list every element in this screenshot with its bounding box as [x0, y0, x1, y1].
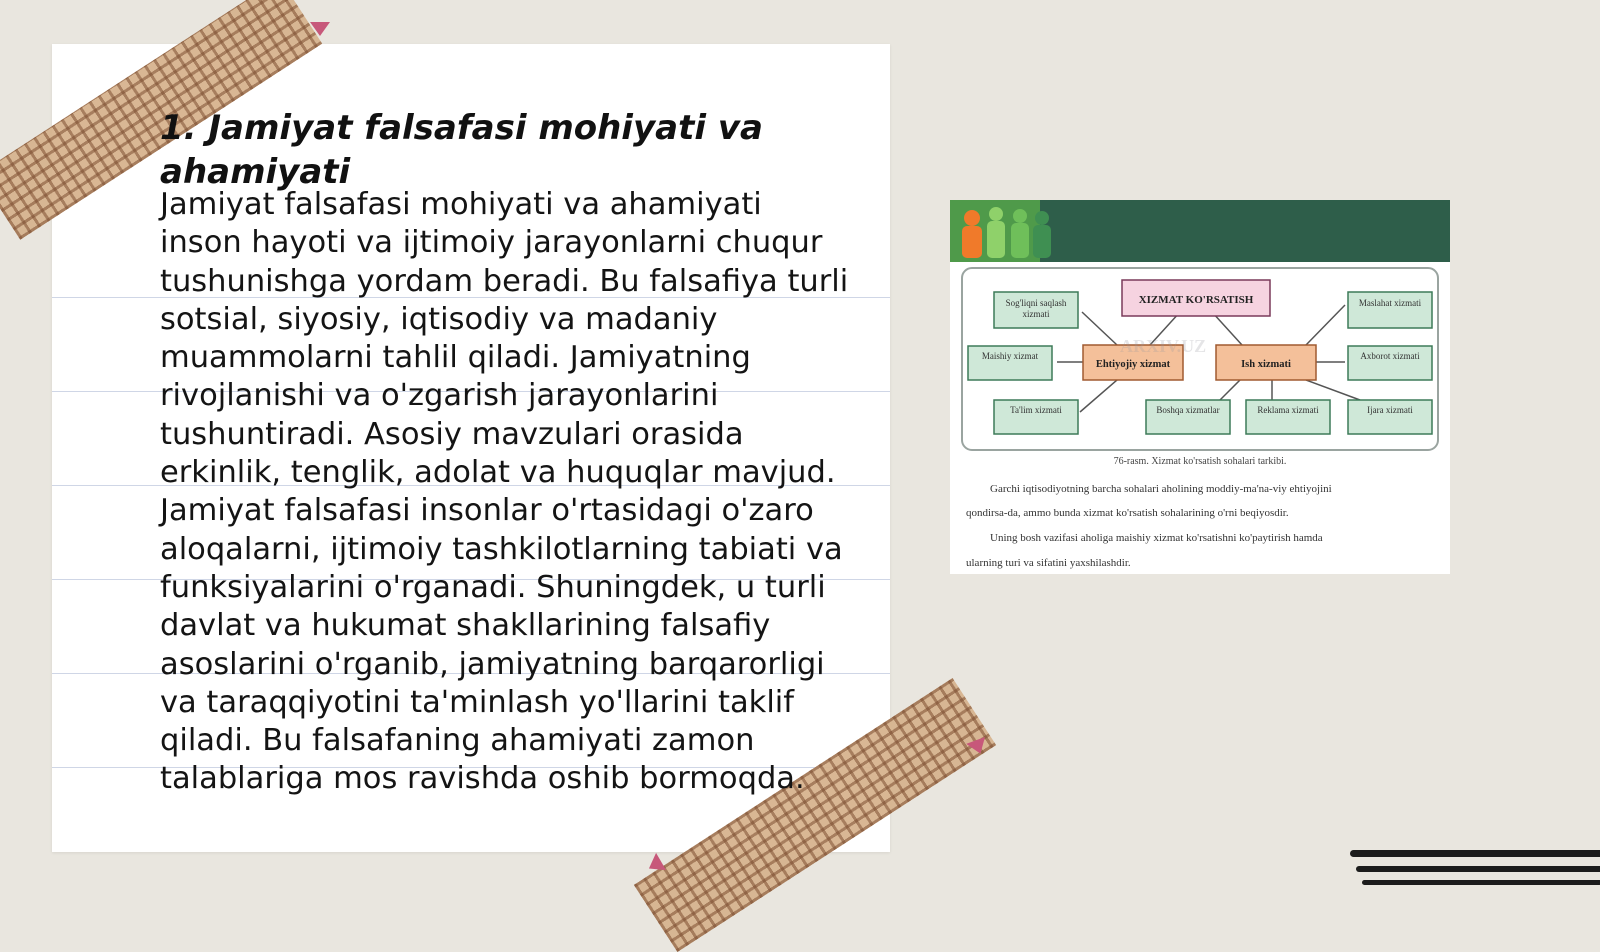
diagram-label-hub-left: Ehtiyojiy xizmat	[1095, 359, 1171, 370]
person-icon	[1033, 225, 1051, 258]
figure-text-line: ularning turi va sifatini yaxshilashdir.	[966, 557, 1131, 569]
slide-paragraph: Jamiyat falsafasi mohiyati va ahamiyati inson hayoti va ijtimoiy jarayonlarni chuqur tushunishga yordam beradi. Bu falsafiya turli sotsial, siyosiy, iqtisodiy va madaniy muammolarni tahlil qiladi. Jamiyatning rivojlanishi va o'zgarish jarayonlarini tushuntiradi. Asosiy mavzulari orasida erkinlik, tenglik, adolat va huquqlar mavjud. Jamiyat falsafasi insonlar o'rtasidagi o'zaro aloqalarni, ijtimoiy tashkilotlarning tabiati va funksiyalarini o'rganadi. Shuningdek, u turli davlat va hukumat shakllarining falsafiy asoslarini o'rganib, jamiyatning barqarorligi va taraqqiyotini ta'minlash yo'llarini taklif qiladi. Bu falsafaning ahamiyati zamon talablariga mos ravishda oshib bormoqda.	[160, 187, 849, 797]
decorative-stroke	[1350, 850, 1600, 857]
person-icon	[1011, 223, 1029, 258]
diagram-label-other: Boshqa xizmatlar	[1156, 405, 1220, 415]
diagram-label-center: XIZMAT KO'RSATISH	[1138, 294, 1254, 306]
pin-icon	[310, 22, 330, 36]
diagram-label-education: Ta'lim xizmati	[1010, 405, 1062, 415]
figure-watermark: ARXIV.UZ	[1120, 336, 1207, 356]
diagram-label-household: Maishiy xizmat	[981, 351, 1039, 361]
slide-heading: 1. Jamiyat falsafasi mohiyati va ahamiyati	[160, 108, 763, 192]
diagram-label-ads: Reklama xizmati	[1257, 405, 1319, 415]
person-icon	[962, 226, 982, 258]
diagram-label-info: Axborot xizmati	[1360, 351, 1420, 361]
person-icon	[987, 221, 1005, 258]
diagram-label-rent: Ijara xizmati	[1367, 405, 1413, 415]
person-icon	[964, 210, 980, 226]
figure-caption: 76-rasm. Xizmat ko'rsatish sohalari tarkibi.	[1113, 456, 1287, 467]
person-icon	[1035, 211, 1049, 225]
figure-text-line: Uning bosh vazifasi aholiga maishiy xizmat ko'rsatishni ko'paytirish hamda	[990, 532, 1323, 544]
diagram-label-consult: Maslahat xizmati	[1358, 298, 1422, 308]
decorative-stroke	[1362, 880, 1600, 885]
textbook-figure	[950, 200, 1450, 574]
diagram-label-hub-right: Ish xizmati	[1241, 359, 1291, 370]
diagram-label-health: Sog'liqni saqlash xizmati	[1005, 298, 1067, 319]
person-icon	[989, 207, 1003, 221]
figure-text-line: qondirsa-da, ammo bunda xizmat ko'rsatish sohalarining o'rni beqiyosdir.	[966, 507, 1289, 519]
person-icon	[1013, 209, 1027, 223]
figure-text-line: Garchi iqtisodiyotning barcha sohalari aholining moddiy-ma'na-viy ehtiyojini	[990, 483, 1332, 495]
decorative-stroke	[1356, 866, 1600, 872]
